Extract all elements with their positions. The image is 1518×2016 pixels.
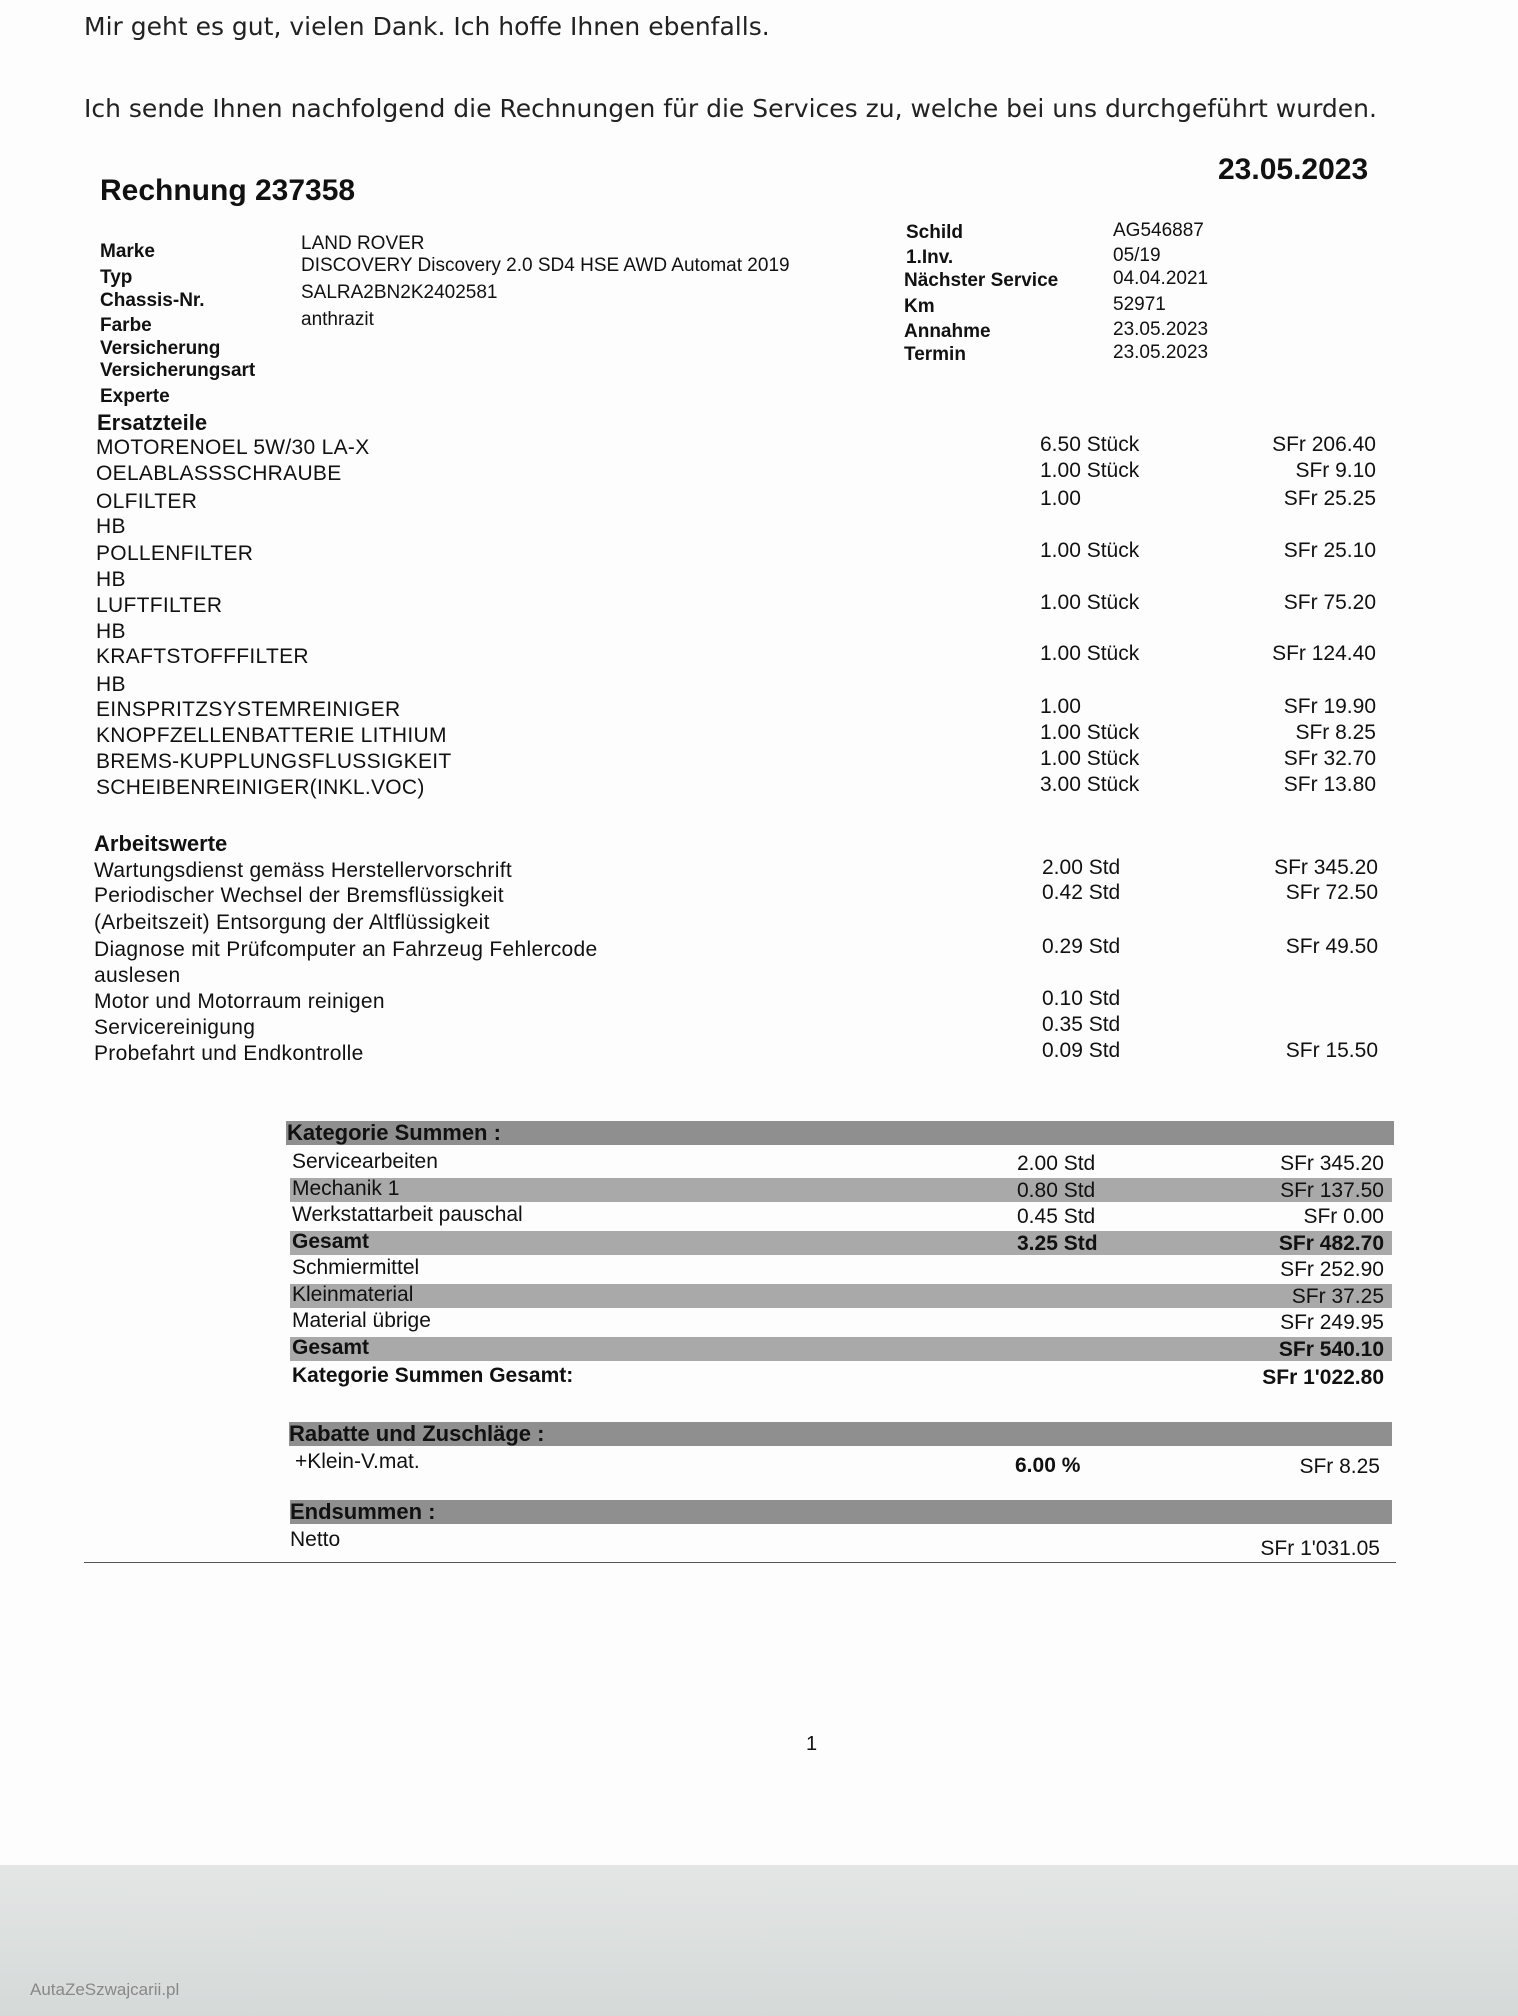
summary-row-price: SFr 137.50 bbox=[1280, 1179, 1384, 1202]
end-header: Endsummen : bbox=[290, 1499, 436, 1524]
summary-row-name: Schmiermittel bbox=[292, 1256, 420, 1279]
labor-row-qty: 0.10 Std bbox=[1042, 987, 1121, 1010]
part-row-name: OELABLASSSCHRAUBE bbox=[96, 462, 342, 485]
label-termin: Termin bbox=[904, 344, 966, 365]
desk-surface bbox=[0, 1865, 1518, 2016]
part-row-qty: 6.50 Stück bbox=[1040, 433, 1140, 456]
summary-row-qty: 0.45 Std bbox=[1017, 1205, 1096, 1228]
value-annahme: 23.05.2023 bbox=[1113, 319, 1209, 340]
part-row-name: HB bbox=[96, 673, 126, 696]
part-row-price: SFr 32.70 bbox=[1283, 747, 1376, 770]
part-row-name: HB bbox=[96, 620, 126, 643]
labor-row-price: SFr 49.50 bbox=[1285, 935, 1378, 958]
labor-row-qty: 0.35 Std bbox=[1042, 1013, 1121, 1036]
summary-row-qty: 0.80 Std bbox=[1017, 1179, 1096, 1202]
part-row-name: OLFILTER bbox=[96, 490, 198, 513]
end-rule bbox=[84, 1562, 1396, 1563]
part-row-name: HB bbox=[96, 568, 126, 591]
labor-row-qty: 0.29 Std bbox=[1042, 935, 1121, 958]
part-row-name: POLLENFILTER bbox=[96, 542, 254, 565]
part-row-qty: 3.00 Stück bbox=[1040, 773, 1140, 796]
part-row-qty: 1.00 Stück bbox=[1040, 591, 1140, 614]
label-typ: Typ bbox=[100, 267, 133, 288]
parts-header: Ersatzteile bbox=[97, 410, 208, 435]
part-row-name: HB bbox=[96, 515, 126, 538]
netto-amount: SFr 1'031.05 bbox=[1260, 1537, 1380, 1560]
part-row-name: BREMS-KUPPLUNGSFLUSSIGKEIT bbox=[96, 750, 452, 773]
summary-row-price: SFr 249.95 bbox=[1280, 1311, 1384, 1334]
part-row-qty: 1.00 bbox=[1040, 695, 1081, 718]
part-row-name: SCHEIBENREINIGER(INKL.VOC) bbox=[96, 776, 425, 799]
part-row-price: SFr 25.10 bbox=[1283, 539, 1376, 562]
summary-row-price: SFr 540.10 bbox=[1278, 1338, 1384, 1361]
discount-name: +Klein-V.mat. bbox=[295, 1450, 420, 1473]
value-schild: AG546887 bbox=[1113, 220, 1204, 241]
part-row-price: SFr 75.20 bbox=[1283, 591, 1376, 614]
part-row-name: EINSPRITZSYSTEMREINIGER bbox=[96, 698, 401, 721]
labor-row-name: auslesen bbox=[94, 964, 181, 987]
part-row-qty: 1.00 Stück bbox=[1040, 721, 1140, 744]
discount-rate: 6.00 % bbox=[1015, 1454, 1081, 1477]
summary-row-price: SFr 482.70 bbox=[1278, 1232, 1384, 1255]
summary-row-qty: 3.25 Std bbox=[1017, 1232, 1098, 1255]
part-row-price: SFr 8.25 bbox=[1295, 721, 1376, 744]
label-naechster-service: Nächster Service bbox=[904, 270, 1059, 291]
label-farbe: Farbe bbox=[100, 315, 152, 336]
summary-row-price: SFr 345.20 bbox=[1280, 1152, 1384, 1175]
label-schild: Schild bbox=[906, 222, 964, 243]
summary-row-name: Servicearbeiten bbox=[292, 1150, 438, 1173]
labor-row-qty: 0.42 Std bbox=[1042, 881, 1121, 904]
part-row-qty: 1.00 Stück bbox=[1040, 459, 1140, 482]
email-line-2: Ich sende Ihnen nachfolgend die Rechnungen für die Services zu, welche bei uns durchgeführt wurden. bbox=[84, 94, 1377, 123]
summary-row-qty: 2.00 Std bbox=[1017, 1152, 1096, 1175]
labor-row-price: SFr 72.50 bbox=[1285, 881, 1378, 904]
label-experte: Experte bbox=[100, 386, 170, 407]
part-row-name: KNOPFZELLENBATTERIE LITHIUM bbox=[96, 724, 447, 747]
part-row-name: KRAFTSTOFFFILTER bbox=[96, 645, 309, 668]
summary-header: Kategorie Summen : bbox=[287, 1120, 501, 1145]
part-row-qty: 1.00 Stück bbox=[1040, 539, 1140, 562]
summary-row-price: SFr 0.00 bbox=[1303, 1205, 1384, 1228]
label-versicherung: Versicherung bbox=[100, 338, 221, 359]
value-naechster-service: 04.04.2021 bbox=[1113, 268, 1209, 289]
page-number: 1 bbox=[806, 1733, 818, 1755]
part-row-price: SFr 9.10 bbox=[1295, 459, 1376, 482]
label-chassis: Chassis-Nr. bbox=[100, 290, 205, 311]
label-1inv: 1.Inv. bbox=[906, 247, 954, 268]
part-row-price: SFr 13.80 bbox=[1283, 773, 1376, 796]
email-line-1: Mir geht es gut, vielen Dank. Ich hoffe Ihnen ebenfalls. bbox=[84, 12, 770, 41]
labor-row-name: Motor und Motorraum reinigen bbox=[94, 990, 385, 1013]
part-row-price: SFr 19.90 bbox=[1283, 695, 1376, 718]
netto-label: Netto bbox=[290, 1528, 341, 1551]
labor-row-name: Wartungsdienst gemäss Herstellervorschrift bbox=[94, 859, 512, 882]
labor-row-price: SFr 15.50 bbox=[1285, 1039, 1378, 1062]
part-row-price: SFr 25.25 bbox=[1283, 487, 1376, 510]
part-row-name: MOTORENOEL 5W/30 LA-X bbox=[96, 436, 370, 459]
summary-row-price: SFr 1'022.80 bbox=[1262, 1366, 1384, 1389]
summary-row-name: Material übrige bbox=[292, 1309, 431, 1332]
part-row-qty: 1.00 Stück bbox=[1040, 747, 1140, 770]
value-1inv: 05/19 bbox=[1113, 245, 1161, 266]
summary-row-name: Mechanik 1 bbox=[292, 1177, 400, 1200]
summary-row-name: Werkstattarbeit pauschal bbox=[292, 1203, 523, 1226]
labor-row-qty: 0.09 Std bbox=[1042, 1039, 1121, 1062]
part-row-qty: 1.00 Stück bbox=[1040, 642, 1140, 665]
labor-row-name: Diagnose mit Prüfcomputer an Fahrzeug Fehlercode bbox=[94, 938, 598, 961]
summary-row-name: Gesamt bbox=[292, 1230, 370, 1253]
discount-header: Rabatte und Zuschläge : bbox=[289, 1421, 545, 1446]
label-versicherungsart: Versicherungsart bbox=[100, 360, 256, 381]
labor-row-name: (Arbeitszeit) Entsorgung der Altflüssigkeit bbox=[94, 911, 490, 934]
label-marke: Marke bbox=[100, 241, 155, 262]
labor-row-qty: 2.00 Std bbox=[1042, 856, 1121, 879]
label-annahme: Annahme bbox=[904, 321, 991, 342]
part-row-price: SFr 124.40 bbox=[1272, 642, 1376, 665]
part-row-price: SFr 206.40 bbox=[1272, 433, 1376, 456]
end-header-bar bbox=[290, 1500, 1392, 1524]
labor-header: Arbeitswerte bbox=[94, 831, 228, 856]
labor-row-name: Servicereinigung bbox=[94, 1016, 256, 1039]
label-km: Km bbox=[904, 296, 935, 317]
watermark: AutaZeSzwajcarii.pl bbox=[30, 1980, 180, 1999]
value-km: 52971 bbox=[1113, 294, 1166, 315]
value-farbe: anthrazit bbox=[301, 309, 374, 330]
summary-row-name: Gesamt bbox=[292, 1336, 370, 1359]
summary-row-name: Kategorie Summen Gesamt: bbox=[292, 1364, 574, 1387]
invoice-title: Rechnung 237358 bbox=[100, 174, 356, 207]
value-marke: LAND ROVER bbox=[301, 233, 425, 254]
summary-row-price: SFr 252.90 bbox=[1280, 1258, 1384, 1281]
value-typ: DISCOVERY Discovery 2.0 SD4 HSE AWD Automat 2019 bbox=[301, 255, 790, 276]
labor-row-price: SFr 345.20 bbox=[1274, 856, 1378, 879]
part-row-name: LUFTFILTER bbox=[96, 594, 223, 617]
labor-row-name: Periodischer Wechsel der Bremsflüssigkeit bbox=[94, 884, 504, 907]
invoice-date: 23.05.2023 bbox=[1218, 153, 1369, 186]
value-termin: 23.05.2023 bbox=[1113, 342, 1209, 363]
summary-row-price: SFr 37.25 bbox=[1291, 1285, 1384, 1308]
value-chassis: SALRA2BN2K2402581 bbox=[301, 282, 498, 303]
labor-row-name: Probefahrt und Endkontrolle bbox=[94, 1042, 364, 1065]
part-row-qty: 1.00 bbox=[1040, 487, 1081, 510]
summary-row-name: Kleinmaterial bbox=[292, 1283, 414, 1306]
discount-amount: SFr 8.25 bbox=[1299, 1455, 1380, 1478]
